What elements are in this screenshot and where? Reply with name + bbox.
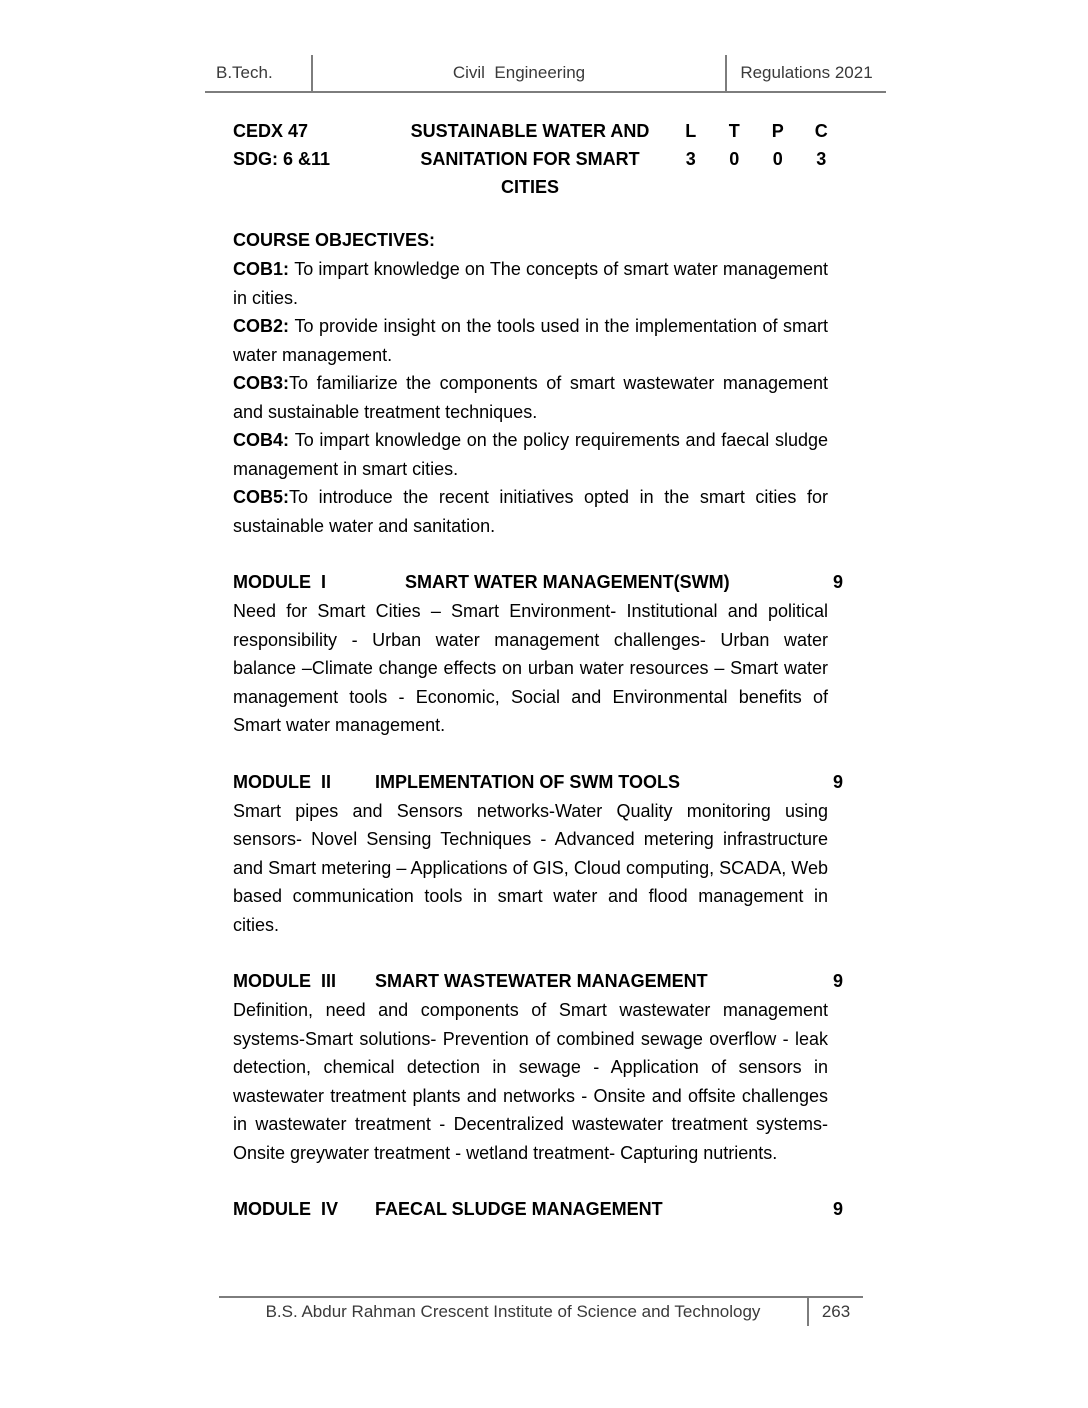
objective-text: To familiarize the components of smart wastewater management and sustainable treatment techniques.: [233, 373, 828, 422]
credit-value-cell: 3: [685, 149, 696, 169]
header-degree: B.Tech.: [205, 55, 313, 91]
page-content: [233, 117, 843, 1224]
module-name: MODULE II: [233, 771, 331, 792]
objective-item: [233, 312, 828, 369]
objective-label: COB2:: [233, 316, 295, 336]
module-section: [233, 1195, 843, 1224]
course-title-line: SUSTAINABLE WATER AND: [410, 121, 650, 141]
objective-label: COB5:: [233, 487, 290, 507]
course-sdg: SDG: 6 &11: [233, 149, 331, 169]
module-hours: 9: [832, 572, 843, 592]
module-title: SMART WASTEWATER MANAGEMENT: [375, 971, 708, 991]
objective-text: To introduce the recent initiatives opted in the smart cities for sustainable water and sanitation.: [233, 487, 828, 536]
module-title: IMPLEMENTATION OF SWM TOOLS: [375, 771, 680, 792]
course-header-block: [233, 117, 843, 201]
credit-value-row: [655, 145, 843, 173]
credit-value-cell: 0: [729, 149, 740, 169]
header-regulations: Regulations 2021: [740, 63, 873, 82]
objective-label: COB3:: [233, 373, 290, 393]
module-hours: 9: [832, 971, 843, 991]
course-title-line: CITIES: [500, 177, 559, 197]
credit-value-cell: 3: [816, 149, 827, 169]
module-section: [233, 568, 843, 740]
module-name: MODULE I: [233, 572, 326, 592]
module-header: [233, 568, 843, 597]
module-header: [233, 967, 843, 996]
course-header-row: [233, 145, 843, 173]
objective-item: [233, 255, 828, 312]
course-header-row: [233, 173, 843, 201]
objective-label: COB4:: [233, 430, 295, 450]
credit-header-cell: P: [771, 121, 784, 141]
course-header-row: [233, 117, 843, 145]
objective-item: [233, 369, 828, 426]
credit-value-cell: 0: [772, 149, 783, 169]
objective-text: To provide insight on the tools used in the implementation of smart water management.: [233, 316, 828, 365]
objective-text: To impart knowledge on The concepts of smart water management in cities.: [233, 259, 828, 308]
module-title: FAECAL SLUDGE MANAGEMENT: [375, 1199, 663, 1219]
module-hours: 9: [832, 1199, 843, 1219]
module-header: [233, 768, 843, 797]
footer-divider: [219, 1296, 863, 1298]
objective-text: To impart knowledge on the policy requirements and faecal sludge management in smart cities.: [233, 430, 829, 479]
module-name: MODULE IV: [233, 1199, 339, 1219]
page-header: [205, 55, 886, 93]
module-section: [233, 768, 843, 940]
course-title-line: SANITATION FOR SMART: [420, 149, 640, 169]
module-section: [233, 967, 843, 1167]
footer-page-number: 263: [821, 1302, 851, 1321]
objective-item: [233, 426, 828, 483]
footer-institution: B.S. Abdur Rahman Crescent Institute of Science and Technology: [265, 1302, 761, 1321]
objective-label: COB1:: [233, 259, 295, 279]
module-body: Need for Smart Cities – Smart Environment- Institutional and political responsibility - Urban water management challenges- Urban water balance –Climate change effects on urban water resources – Smart water management tools - Economic, Social and Environmental benefits of Smart water management.: [233, 601, 828, 735]
header-department: Civil Engineering: [313, 55, 727, 91]
module-header: [233, 1195, 843, 1224]
credit-header-cell: L: [685, 121, 697, 141]
course-code-spacer: [233, 173, 405, 201]
course-code: CEDX 47: [233, 121, 309, 141]
credit-row-spacer: [655, 173, 843, 201]
module-body: Smart pipes and Sensors networks-Water Quality monitoring using sensors- Novel Sensing Techniques - Advanced metering infrastructure and Smart metering – Applications of GIS, Cloud computing, SCADA, Web based communication tools in smart water and flood management in cities.: [233, 800, 828, 935]
objective-item: [233, 483, 828, 540]
module-title: SMART WATER MANAGEMENT(SWM): [405, 572, 730, 592]
module-body: Definition, need and components of Smart wastewater management systems-Smart solutions- Prevention of combined sewage overflow - leak detection, chemical detection in sewage - Application of sensors in wastewater treatment plants and networks - Onsite and offsite challenges in wastewater treatment - Decentralized wastewater treatment systems- Onsite greywater treatment - wetland treatment- Capturing nutrients.: [233, 1000, 828, 1163]
course-objectives-heading: COURSE OBJECTIVES:: [233, 230, 436, 250]
module-name: MODULE III: [233, 971, 336, 991]
credit-header-row: [655, 117, 843, 145]
credit-header-cell: T: [728, 121, 740, 141]
credit-header-cell: C: [814, 121, 828, 141]
module-hours: 9: [832, 771, 843, 792]
